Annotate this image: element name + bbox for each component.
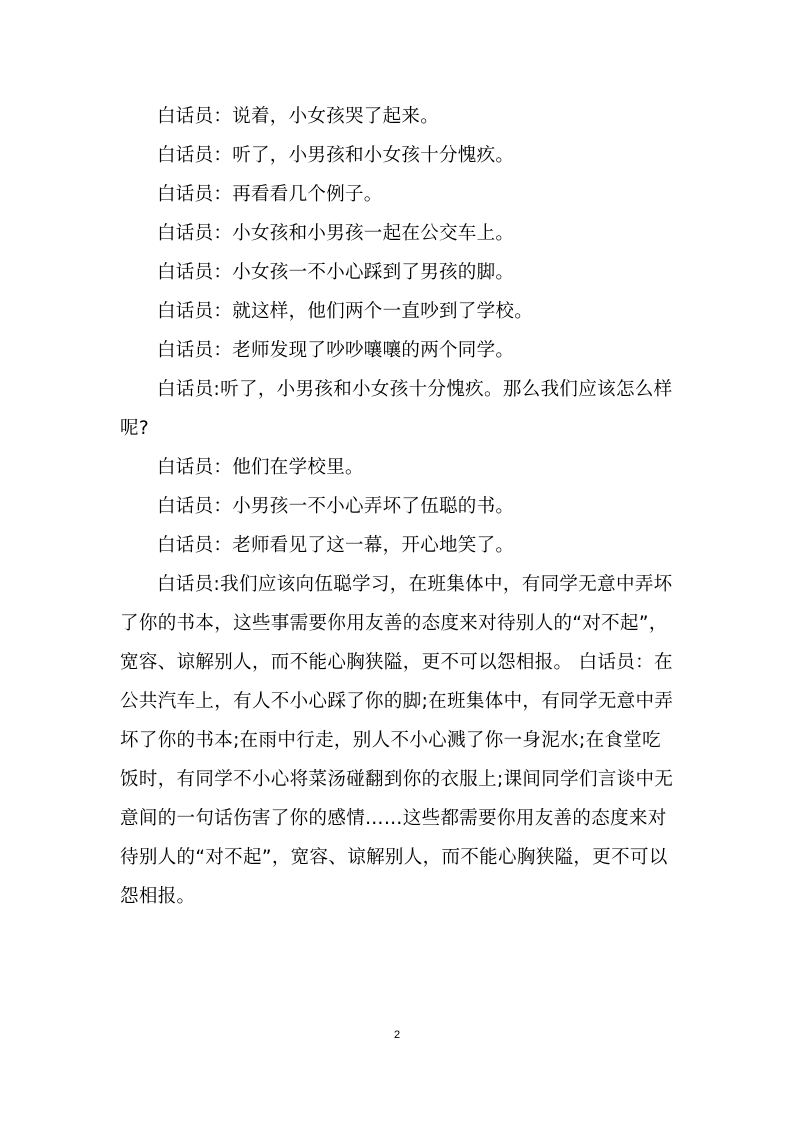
paragraph-8: 白话员:听了，小男孩和小女孩十分愧疚。那么我们应该怎么样呢? [120, 379, 673, 439]
paragraph-6: 白话员：就这样，他们两个一直吵到了学校。 [157, 301, 534, 322]
paragraph-2: 白话员：听了，小男孩和小女孩十分愧疚。 [157, 145, 515, 166]
page-number: 2 [393, 1029, 401, 1041]
paragraph-12: 白话员:我们应该向伍聪学习，在班集体中，有同学无意中弄坏了你的书本，这些事需要你用友善的态度来对待别人的“对不起”，宽容、谅解别人，而不能心胸狭隘，更不可以怨相报。 白话员：在公共汽车上，有人不小心踩了你的脚;在班集体中，有同学无意中弄坏了你的书本;在雨中行走，别人不小心溅了你一身泥水;在食堂吃饭时，有同学不小心将菜汤碰翻到你的衣服上;课间同学们言谈中无意间的一句话伤害了你的感情……这些都需要你用友善的态度来对待别人的“对不起”，宽容、谅解别人，而不能心胸狭隘，更不可以怨相报。 [120, 574, 674, 907]
paragraph-11: 白话员：老师看见了这一幕，开心地笑了。 [157, 535, 515, 556]
paragraph-3: 白话员：再看看几个例子。 [157, 184, 383, 205]
body-text [120, 97, 676, 916]
paragraph-9: 白话员：他们在学校里。 [157, 457, 364, 478]
paragraph-5: 白话员：小女孩一不小心踩到了男孩的脚。 [157, 262, 515, 283]
paragraph-4: 白话员：小女孩和小男孩一起在公交车上。 [157, 223, 515, 244]
paragraph-1: 白话员：说着，小女孩哭了起来。 [157, 106, 440, 127]
paragraph-10: 白话员：小男孩一不小心弄坏了伍聪的书。 [157, 496, 515, 517]
paragraph-7: 白话员：老师发现了吵吵嚷嚷的两个同学。 [157, 340, 515, 361]
